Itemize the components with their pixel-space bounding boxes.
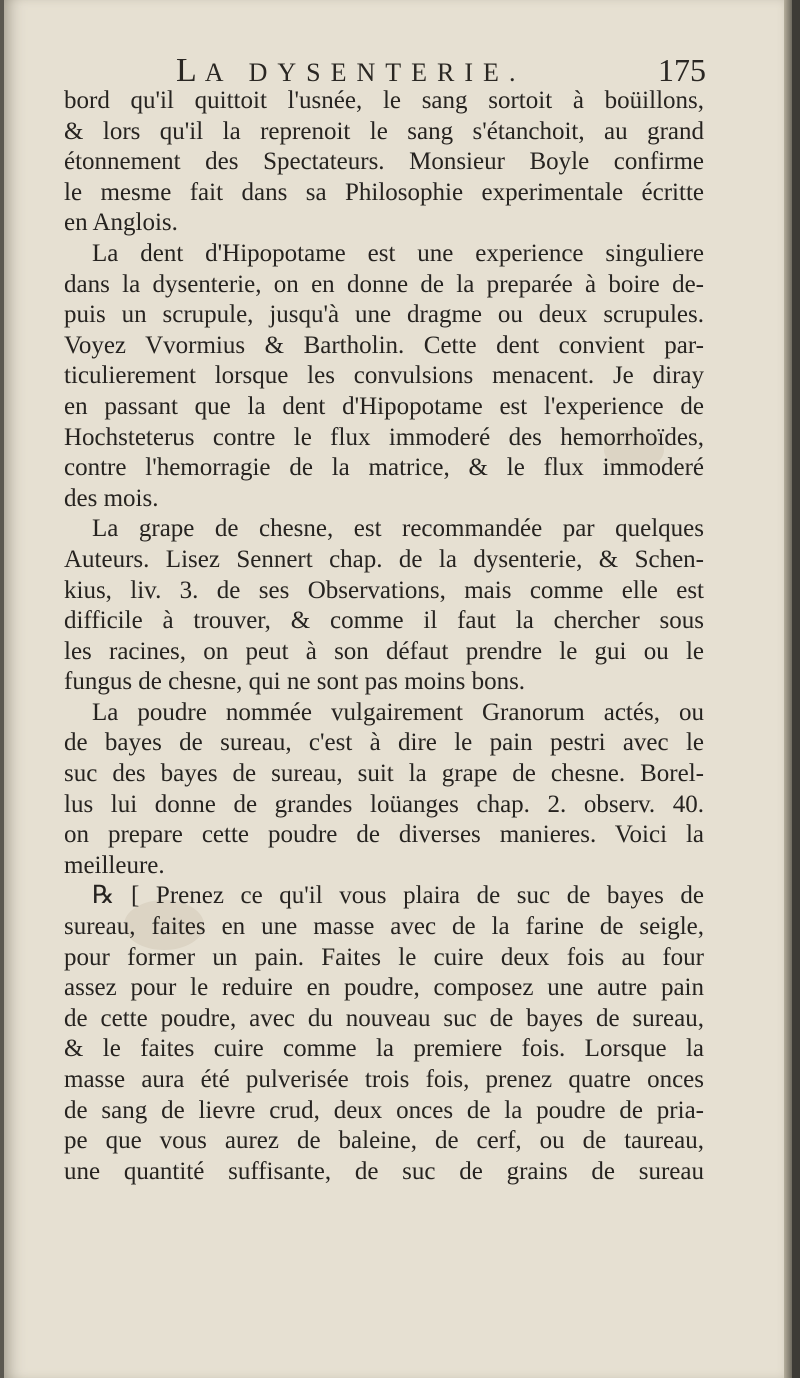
- text-line: contre l'hemorragie de la matrice, & le flux immoderé: [64, 454, 704, 482]
- text-line: ℞ [ Prenez ce qu'il vous plaira de suc de bayes de: [92, 882, 704, 910]
- text-line: & lors qu'il la reprenoit le sang s'étanchoit, au grand: [64, 117, 704, 145]
- text-line: pour former un pain. Faites le cuire deux fois au four: [64, 943, 704, 971]
- text-line: des mois.: [64, 484, 159, 512]
- text-line: masse aura été pulverisée trois fois, prenez quatre onces: [64, 1066, 704, 1093]
- text-line: meilleure.: [64, 851, 165, 879]
- text-line: La grape de chesne, est recommandée par quelques: [92, 515, 704, 543]
- text-line: ticulierement lorsque les convulsions menacent. Je diray: [64, 362, 704, 390]
- text-line: de cette poudre, avec du nouveau suc de bayes de sureau,: [64, 1004, 704, 1032]
- text-line: bord qu'il quittoit l'usnée, le sang sortoit à boüillons,: [64, 87, 704, 114]
- text-line: en Anglois.: [64, 209, 178, 237]
- text-line: de sang de lievre crud, deux onces de la poudre de pria-: [64, 1096, 704, 1124]
- text-line: Voyez Vvormius & Bartholin. Cette dent convient par-: [64, 331, 704, 359]
- text-line: La poudre nommée vulgairement Granorum actés, ou: [92, 698, 704, 726]
- text-line: dans la dysenterie, on en donne de la preparée à boire de-: [64, 270, 704, 298]
- running-title-rest: A DYSENTERIE.: [204, 58, 526, 87]
- text-line: Hochsteterus contre le flux immoderé des hemorrhoïdes,: [64, 423, 704, 451]
- text-line: sureau, faites en une masse avec de la farine de seigle,: [64, 913, 704, 941]
- text-line: Auteurs. Lisez Sennert chap. de la dysenterie, & Schen-: [64, 545, 704, 573]
- text-line: kius, liv. 3. de ses Observations, mais comme elle est: [64, 576, 704, 604]
- text-line: en passant que la dent d'Hipopotame est l'experience de: [64, 392, 704, 420]
- text-line: lus lui donne de grandes loüanges chap. 2. observ. 40.: [64, 790, 704, 818]
- text-line: assez pour le reduire en poudre, composez une autre pain: [64, 974, 704, 1002]
- text-line: fungus de chesne, qui ne sont pas moins bons.: [64, 668, 526, 696]
- body-text: [64, 86, 704, 1187]
- page-right-edge: [784, 0, 792, 1378]
- text-line: puis un scrupule, jusqu'à une dragme ou deux scrupules.: [64, 301, 704, 329]
- text-line: étonnement des Spectateurs. Monsieur Boyle confirme: [64, 148, 704, 176]
- page-number: 175: [658, 52, 706, 88]
- text-line: une quantité suffisante, de suc de grains de sureau: [64, 1157, 704, 1185]
- text-line: de bayes de sureau, c'est à dire le pain pestri avec le: [64, 729, 704, 757]
- text-line: on prepare cette poudre de diverses manieres. Voici la: [64, 821, 704, 849]
- book-page: [4, 0, 792, 1378]
- text-line: pe que vous aurez de baleine, de cerf, ou de taureau,: [64, 1127, 704, 1155]
- text-line: & le faites cuire comme la premiere fois. Lorsque la: [64, 1035, 704, 1063]
- text-line: suc des bayes de sureau, suit la grape de chesne. Borel-: [64, 760, 704, 788]
- running-title-initial: L: [176, 52, 205, 89]
- text-line: les racines, on peut à son défaut prendre le gui ou le: [64, 637, 704, 665]
- text-line: difficile à trouver, & comme il faut la chercher sous: [64, 607, 704, 635]
- running-title: [176, 52, 525, 90]
- text-line: le mesme fait dans sa Philosophie experimentale écritte: [64, 178, 704, 206]
- text-line: La dent d'Hipopotame est une experience singuliere: [92, 239, 704, 267]
